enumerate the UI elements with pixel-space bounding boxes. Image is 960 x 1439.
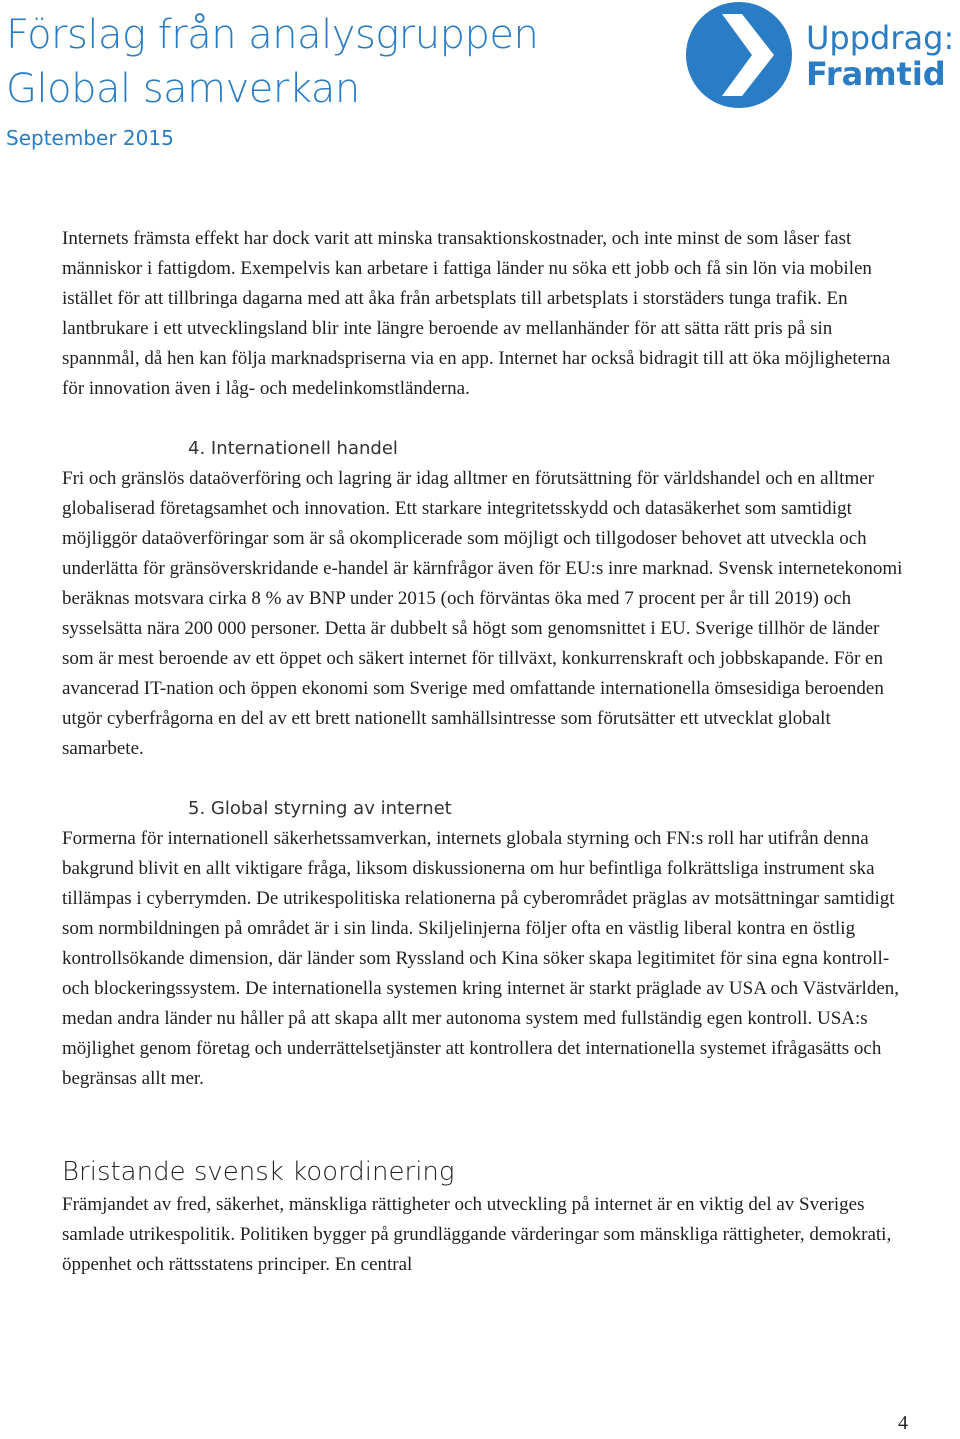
title-line-2: Global samverkan	[6, 66, 360, 112]
document-date: September 2015	[6, 126, 174, 150]
section-5-heading: 5. Global styrning av internet	[188, 798, 452, 819]
title-line-1: Förslag från analysgruppen	[6, 12, 539, 58]
paragraph-3: Formerna för internationell säkerhetssamverkan, internets globala styrning och FN:s roll har utifrån denna bakgrund blivit en allt viktigare fråga, liksom diskussionerna om hur befintliga folkrättsliga instrument ska tillämpas i cyberrymden. De utrikespolitiska relationerna på cyberområdet präglas av motsättningar samtidigt som normbildningen på området är i sin linda. Skiljelinjerna följer ofta en västlig liberal kontra en östlig kontrollsökande dimension, där länder som Ryssland och Kina söker skapa legitimitet för sina egna kontroll- och blockeringssystem. De internationella systemen kring internet är starkt präglade av USA och Västvärlden, medan andra länder nu håller på att skapa allt mer autonoma system med fullständig egen kontroll. USA:s möjlighet genom företag och underrättelsetjänster att kontrollera det internationella systemet ifrågasätts och begränsas allt mer.	[62, 828, 900, 1089]
paragraph-1: Internets främsta effekt har dock varit att minska transaktionskostnader, och inte minst de som låser fast människor i fattigdom. Exempelvis kan arbetare i fattiga länder nu söka ett jobb och få sin lön via mobilen istället för att tillbringa dagarna med att åka från arbetsplats till arbetsplats i storstäders tunga trafik. En lantbrukare i ett utvecklingsland blir inte längre beroende av mellanhänder för att sätta rätt pris på sin spannmål, då hen kan följa marknadspriserna via en app. Internet har också bidragit till att öka möjligheterna för innovation även i låg- och medelinkomstländerna.	[62, 228, 891, 399]
logo-text	[806, 20, 954, 92]
document-body	[62, 224, 910, 1280]
section-heading-koordinering: Bristande svensk koordinering	[62, 1157, 455, 1187]
document-title	[6, 8, 538, 116]
paragraph-2: Fri och gränslös dataöverföring och lagring är idag alltmer en förutsättning för världshandel och en alltmer globaliserad företagsamhet och innovation. Ett starkare integritetsskydd och datasäkerhet som samtidigt möjliggör dataöverföringar som är så okomplicerade som möjligt och tillgodoser behovet att utveckla och underlätta för gränsöverskridande e-handel är kärnfrågor även för EU:s inre marknad. Svensk internetekonomi beräknas motsvara cirka 8 % av BNP under 2015 (och förväntas öka med 7 procent per år till 2019) och sysselsätta nära 200 000 personer. Detta är dubbelt så högt som genomsnittet i EU. Sverige tillhör de länder som är mest beroende av ett öppet och säkert internet för tillväxt, konkurrenskraft och jobbskapande. För en avancerad IT-nation och öppen ekonomi som Sverige med omfattande internationella ömsesidiga beroenden utgör cyberfrågorna en del av ett brett nationellt samhällsintresse som förutsätter ett utvecklat globalt samarbete.	[62, 468, 903, 759]
logo-line-1: Uppdrag:	[806, 19, 955, 57]
uppdrag-framtid-logo	[684, 0, 960, 110]
section-4-heading: 4. Internationell handel	[188, 438, 398, 459]
page-number: 4	[898, 1412, 908, 1434]
paragraph-4: Främjandet av fred, säkerhet, mänskliga rättigheter och utveckling på internet är en viktig del av Sveriges samlade utrikespolitik. Politiken bygger på grundläggande värderingar som mänskliga rättigheter, demokrati, öppenhet och rättsstatens principer. En central	[62, 1194, 892, 1275]
logo-line-2: Framtid	[806, 55, 946, 93]
chevron-right-icon	[684, 0, 794, 110]
